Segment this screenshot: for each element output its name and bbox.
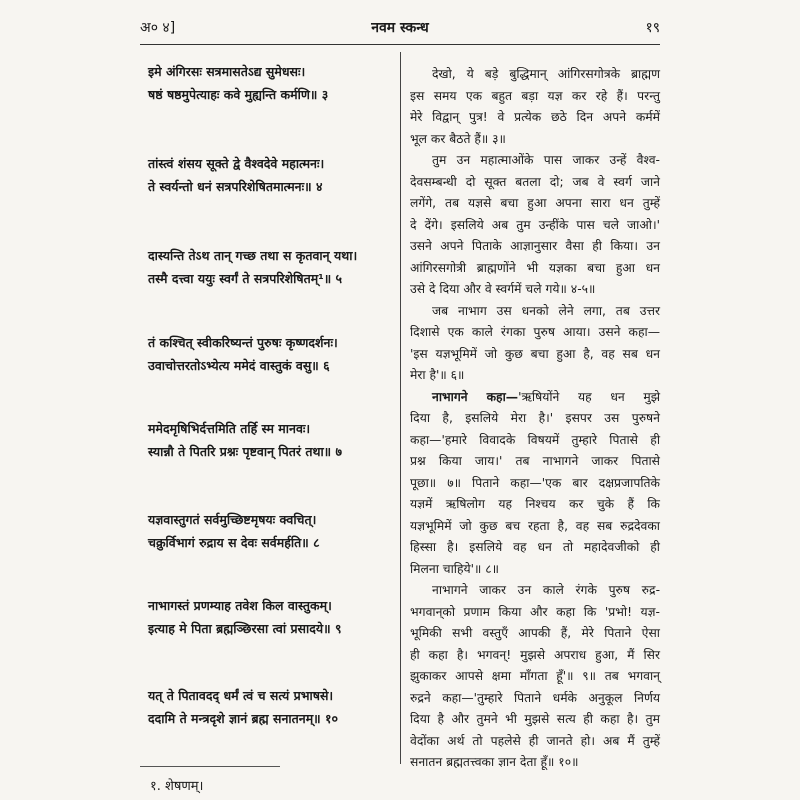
footnote: १. शेषणम्।: [150, 779, 204, 794]
verse-line: तांस्त्वं शंसय सूक्ते द्वे वैश्वदेवे महात्मनः।: [148, 156, 325, 171]
translation-line: यज्ञभूमिमें जो कुछ बच रहता है, वह सब रुद्रदेवका: [410, 518, 660, 533]
translation-line: यज्ञमें ऋषिलोग यह निश्चय कर चुके हैं कि: [410, 497, 660, 511]
translation-line: कहा—'हमारे विवादके विषयमें तुम्हारे पितासे ही: [410, 432, 660, 447]
verse-line: ददामि ते मन्त्रदृशे ज्ञानं ब्रह्म सनातनम्॥ १०: [148, 711, 339, 726]
translation-line: प्रश्न किया जाय।' तब नाभागने जाकर पितासे: [410, 454, 660, 468]
verse-line: इमे अंगिरसः सत्रमासतेऽद्य सुमेधसः।: [148, 64, 306, 79]
translation-line: झुकाकर आपसे क्षमा माँगता हूँ'॥ ९॥ तब भगवान्: [410, 669, 660, 683]
translation-line-speaker: [410, 387, 660, 409]
translation-line: पूछा॥ ७॥ पिताने कहा—'एक बार दक्षप्रजापतिके: [410, 475, 660, 490]
verse-line: नाभागस्तं प्रणम्याह तवेश किल वास्तुकम्।: [148, 598, 332, 613]
translation-line: आंगिरसगोत्री ब्राह्मणोंने भी यज्ञका बचा हुआ धन: [410, 260, 660, 275]
translation-line: भूल कर बैठते हैं॥ ३॥: [410, 131, 506, 146]
translation-line: दिया है, इसलिये मेरा है।' इसपर उस पुरुषने: [410, 411, 660, 425]
speaker-label: नाभागने कहा—: [432, 389, 519, 404]
translation-line: देखो, ये बड़े बुद्धिमान् आंगिरसगोत्रके ब्राह्मण: [432, 67, 660, 81]
translation-line: रुद्रने कहा—'तुम्हारे पिताने धर्मके अनुकूल निर्णय: [410, 690, 660, 705]
translation-line: देवसम्बन्धी दो सूक्त बतला दो; जब वे स्वर्ग जाने: [410, 174, 660, 189]
verse-line: दास्यन्ति तेऽथ तान् गच्छ तथा स कृतवान् यथा।: [148, 248, 358, 263]
verse-line: यज्ञवास्तुगतं सर्वमुच्छिष्टमृषयः क्वचित्।: [148, 512, 317, 527]
column-divider: [400, 52, 401, 764]
translation-line: मेरा है'॥ ६॥: [410, 368, 465, 382]
header-rule: [140, 44, 660, 45]
verse-line: चक्रुर्विभागं रुद्राय स देवः सर्वमर्हति॥ ८: [148, 535, 320, 550]
translation-line: लगेंगे, तब यज्ञसे बचा हुआ अपना सारा धन तुम्हें: [410, 196, 660, 210]
verse-line: षष्ठं षष्ठमुपेत्याहः कवे मुह्यन्ति कर्मणि॥ ३: [148, 87, 329, 102]
page-number: १९: [645, 20, 660, 36]
translation-line: सनातन ब्रह्मतत्त्वका ज्ञान देता हूँ॥ १०॥: [410, 755, 579, 769]
translation-line: हिस्सा है। इसलिये वह धन तो महादेवजीको ही: [410, 540, 660, 554]
translation-line: मिलना चाहिये'॥ ८॥: [410, 561, 500, 576]
verse-block: [148, 331, 394, 377]
translation-line: इस समय एक बहुत बड़ा यज्ञ कर रहे हैं। परन्तु: [410, 88, 660, 103]
verse-line: उवाचोत्तरतोऽभ्येत्य ममेदं वास्तुकं वसु॥ ६: [148, 358, 330, 373]
translation-column: [410, 64, 660, 774]
translation-line: मेरे विद्वान् पुत्र! वे प्रत्येक छठे दिन अपने कर्ममें: [410, 110, 660, 124]
translation-line: भगवान्‌को प्रणाम किया और कहा कि 'प्रभो! यज्ञ-: [410, 604, 660, 619]
verse-block: [148, 152, 394, 198]
speaker-text: 'ऋषियोंने यह धन मुझे: [518, 389, 660, 404]
translation-line: उसने अपने पिताके आज्ञानुसार वैसा ही किया। उन: [410, 239, 660, 253]
verse-block: [148, 417, 394, 463]
verse-block: [148, 508, 394, 554]
translation-line: 'इस यज्ञभूमिमें जो कुछ बचा हुआ है, वह सब धन: [410, 346, 660, 361]
verse-line: तं कश्चित् स्वीकरिष्यन्तं पुरुषः कृष्णदर्शनः।: [148, 335, 338, 350]
chapter-ref: अ० ४]: [140, 20, 176, 36]
translation-line: जब नाभाग उस धनको लेने लगा, तब उत्तर: [432, 303, 660, 318]
verse-line: ममेदमृषिभिर्दत्तमिति तर्हि स्म मानवः।: [148, 421, 311, 436]
translation-line: दिशासे एक काले रंगका पुरुष आया। उसने कहा—: [410, 325, 660, 339]
verse-line: यत् ते पितावदद् धर्मं त्वं च सत्यं प्रभाषसे।: [148, 688, 334, 703]
footnote-rule: [140, 766, 280, 767]
translation-line: ही कहा है। भगवन्! मुझसे अपराध हुआ, मैं सिर: [410, 647, 660, 662]
translation-line: नाभागने जाकर उन काले रंगके पुरुष रुद्र-: [432, 583, 660, 597]
verse-block: [148, 594, 394, 640]
verse-line: इत्याह मे पिता ब्रह्मञ्छिरसा त्वां प्रसादये॥ ९: [148, 621, 342, 636]
verse-line: ते स्वर्यन्तो धनं सत्रपरिशेषितमात्मनः॥ ४: [148, 179, 323, 194]
verse-block: [148, 684, 394, 730]
page-header: [140, 18, 660, 44]
translation-line: भूमिकी सभी वस्तुएँ आपकी हैं, मेरे पिताने ऐसा: [410, 626, 660, 640]
verse-block: [148, 244, 394, 290]
verse-line: तस्मै दत्त्वा ययुः स्वर्गं ते सत्रपरिशेषितम्¹॥ ५: [148, 271, 343, 286]
translation-line: तुम उन महात्माओंके पास जाकर उन्हें वैश्व-: [432, 153, 660, 167]
translation-line: वेदोंका अर्थ तो पहलेसे ही जानते हो। अब मैं तुम्हें: [410, 733, 660, 748]
translation-line: दे देंगे। इसलिये अब तुम उन्हींके पास चले जाओ।': [410, 217, 660, 232]
running-title: नवम स्कन्ध: [371, 20, 429, 36]
translation-line: दिया है और तुमने भी मुझसे सत्य ही कहा है। तुम: [410, 712, 660, 726]
verse-line: स्यान्नौ ते पितरि प्रश्नः पृष्टवान् पितरं तथा॥ ७: [148, 444, 343, 459]
translation-line: उसे दे दिया और वे स्वर्गमें चले गये॥ ४-५॥: [410, 282, 596, 296]
verse-block: [148, 60, 394, 106]
